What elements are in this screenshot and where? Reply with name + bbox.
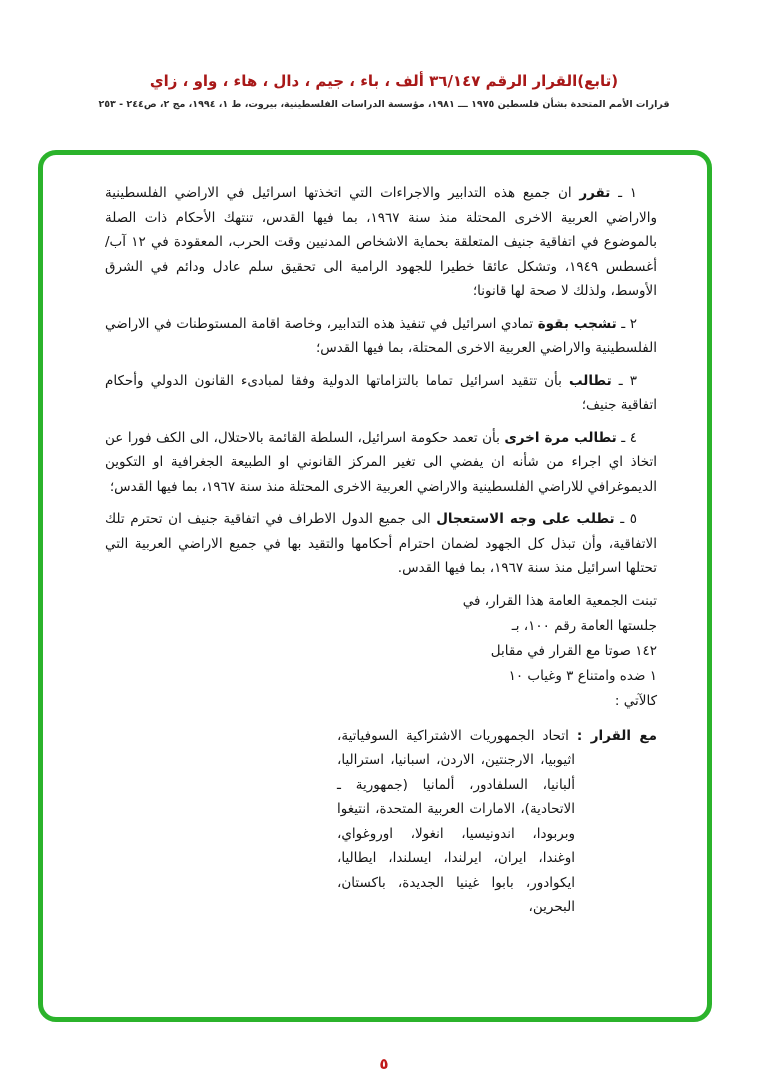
- page-header: [0, 72, 768, 110]
- clause-text: بأن تعمد حكومة اسرائيل، السلطة القائمة بالاحتلال، الى الكف فورا عن اتخاذ اي اجراء من شأنه ان يفضي الى تغير المركز القانوني او الطبيعة الجغرافية او التكوين الديموغرافي للاراضي الفلسطينية والاراضي العربية الاخرى المحتلة منذ سنة ١٩٦٧، بما فيها القدس؛: [105, 429, 657, 495]
- clause-5: [105, 507, 657, 581]
- clause-4: [105, 426, 657, 500]
- clause-2: [105, 312, 657, 361]
- clause-number: ٣ ـ: [618, 372, 638, 389]
- adoption-line: ١ ضده وامتناع ٣ وغياب ١٠: [508, 667, 657, 684]
- vote-with-paragraph: [337, 724, 657, 920]
- adoption-line: تبنت الجمعية العامة هذا القرار، في: [462, 592, 657, 609]
- clause-text: بأن تتقيد اسرائيل تماما بالتزاماتها الدولية وفقا لمبادىء القانون الدولي وأحكام اتفاقية جنيف؛: [105, 372, 657, 413]
- clause-number: ٤ ـ: [621, 429, 637, 446]
- resolution-body: [43, 155, 707, 920]
- vote-with-label: مع القرار :: [576, 727, 658, 744]
- clause-3: [105, 369, 657, 418]
- adoption-line: كالآتي :: [614, 692, 657, 709]
- green-frame: [38, 150, 712, 1022]
- clause-number: ٢ ـ: [621, 315, 638, 332]
- clause-1: [105, 181, 657, 304]
- resolution-title: (تابع)القرار الرقم ٣٦/١٤٧ ألف ، باء ، جيم ، دال ، هاء ، واو ، زاي: [149, 72, 619, 90]
- clause-lead: تشجب بقوة: [537, 315, 617, 332]
- clause-text: ان جميع هذه التدابير والاجراءات التي اتخذتها اسرائيل في الاراضي الفلسطينية والاراضي العربية الاخرى المحتلة منذ سنة ١٩٦٧، بما فيها القدس، تنتهك الأحكام ذات الصلة بالموضوع في اتفاقية جنيف المتعلقة بحماية الاشخاص المدنيين وقت الحرب، المعقودة في ١٢ آب/أغسطس ١٩٤٩، وتشكل عائقا خطيرا للجهود الرامية الى تحقيق سلم عادل ودائم في الشرق الأوسط، ولذلك لا صحة لها قانونا؛: [105, 185, 657, 299]
- clause-text: الى جميع الدول الاطراف في اتفاقية جنيف ان تحترم تلك الاتفاقية، وأن تبذل كل الجهود لضمان احترام أحكامها والتقيد بها في جميع الاراضي العربية التي تحتلها اسرائيل منذ سنة ١٩٦٧، بما فيها القدس.: [105, 511, 657, 576]
- vote-with-countries: اتحاد الجمهوريات الاشتراكية السوفياتية، اثيوبيا، الارجنتين، الاردن، اسبانيا، استراليا، ألبانيا، السلفادور، ألمانيا (جمهورية ـ الاتحادية)، الامارات العربية المتحدة، انتيغوا وبربودا، اندونيسيا، انغولا، اوروغواي، اوغندا، ايران، ايرلندا، ايسلندا، ايطاليا، ايكوادور، بابوا غينيا الجديدة، باكستان، البحرين،: [337, 727, 575, 915]
- adoption-note: [105, 589, 657, 714]
- source-citation: قرارات الأمم المتحدة بشأن فلسطين ١٩٧٥ ـــ ١٩٨١، مؤسسة الدراسات الفلسطينية، بيروت، ط ١، ١٩٩٤، مج ٢، ص٢٤٤ - ٢٥٣: [98, 99, 670, 110]
- clause-lead: تطالب: [569, 372, 612, 389]
- adoption-line: ١٤٢ صوتا مع القرار في مقابل: [490, 642, 657, 659]
- clause-number: ١ ـ: [618, 185, 637, 201]
- adoption-line: جلستها العامة رقم ١٠٠، بـ: [511, 617, 657, 634]
- page-number: ٥: [379, 1055, 389, 1073]
- clause-number: ٥ ـ: [620, 511, 638, 527]
- clause-text: تمادي اسرائيل في تنفيذ هذه التدابير، وخاصة اقامة المستوطنات في الاراضي الفلسطينية والاراضي العربية الاخرى المحتلة، بما فيها القدس؛: [105, 315, 657, 356]
- clause-lead: تطلب على وجه الاستعجال: [436, 511, 615, 527]
- clause-lead: تقرر: [579, 185, 611, 201]
- clause-lead: تطالب مرة اخرى: [504, 429, 617, 446]
